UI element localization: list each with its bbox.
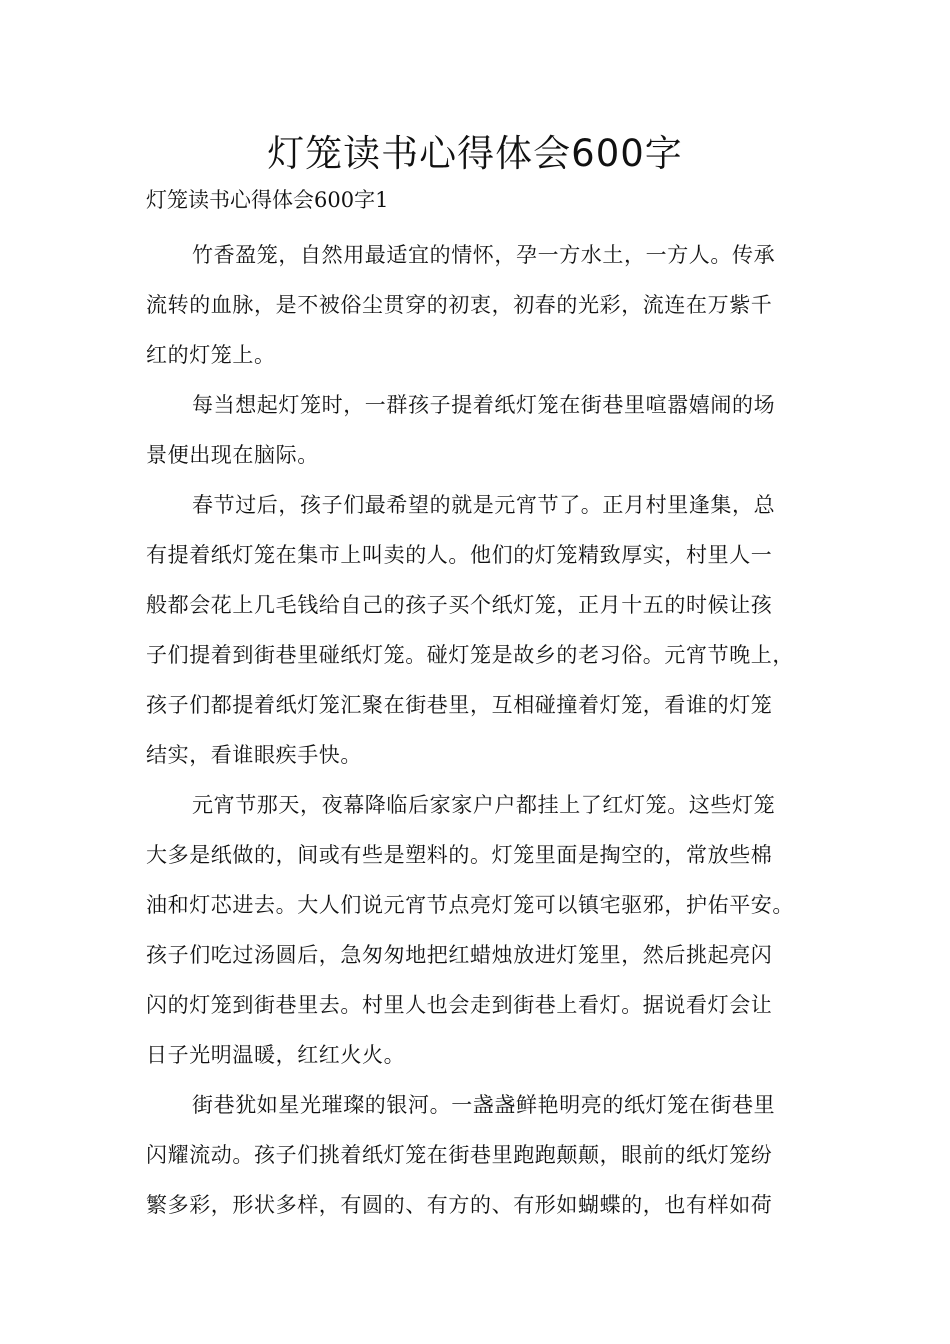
document-title: 灯笼读书心得体会600字 — [267, 132, 683, 175]
paragraph — [146, 480, 816, 780]
paragraph — [146, 1080, 816, 1230]
text-line: 元宵节那天，夜幕降临后家家户户都挂上了红灯笼。这些灯笼 — [192, 793, 776, 817]
paragraph — [146, 780, 816, 1080]
text-line: 闪的灯笼到街巷里去。村里人也会走到街巷上看灯。据说看灯会让 — [146, 993, 773, 1017]
text-line: 繁多彩，形状多样，有圆的、有方的、有形如蝴蝶的，也有样如荷 — [146, 1193, 773, 1217]
document-subtitle: 灯笼读书心得体会600字1 — [146, 188, 389, 212]
text-line: 子们提着到街巷里碰纸灯笼。碰灯笼是故乡的老习俗。元宵节晚上， — [146, 643, 794, 667]
text-line: 红的灯笼上。 — [146, 343, 276, 367]
text-line: 竹香盈笼，自然用最适宜的情怀，孕一方水土，一方人。传承 — [192, 243, 776, 267]
text-line: 般都会花上几毛钱给自己的孩子买个纸灯笼，正月十五的时候让孩 — [146, 593, 773, 617]
text-line: 结实，看谁眼疾手快。 — [146, 743, 362, 767]
text-line: 孩子们都提着纸灯笼汇聚在街巷里，互相碰撞着灯笼，看谁的灯笼 — [146, 693, 773, 717]
text-line: 日子光明温暖，红红火火。 — [146, 1043, 406, 1067]
text-line: 大多是纸做的，间或有些是塑料的。灯笼里面是掏空的，常放些棉 — [146, 843, 773, 867]
text-line: 孩子们吃过汤圆后，急匆匆地把红蜡烛放进灯笼里，然后挑起亮闪 — [146, 943, 773, 967]
text-line: 景便出现在脑际。 — [146, 443, 319, 467]
text-line: 油和灯芯进去。大人们说元宵节点亮灯笼可以镇宅驱邪，护佑平安。 — [146, 893, 794, 917]
text-line: 闪耀流动。孩子们挑着纸灯笼在街巷里跑跑颠颠，眼前的纸灯笼纷 — [146, 1143, 773, 1167]
text-line: 街巷犹如星光璀璨的银河。一盏盏鲜艳明亮的纸灯笼在街巷里 — [192, 1093, 776, 1117]
text-line: 每当想起灯笼时，一群孩子提着纸灯笼在街巷里喧嚣嬉闹的场 — [192, 393, 776, 417]
text-line: 有提着纸灯笼在集市上叫卖的人。他们的灯笼精致厚实，村里人一 — [146, 543, 773, 567]
text-line: 春节过后，孩子们最希望的就是元宵节了。正月村里逢集，总 — [192, 493, 776, 517]
paragraph — [146, 230, 816, 380]
text-line: 流转的血脉，是不被俗尘贯穿的初衷，初春的光彩，流连在万紫千 — [146, 293, 773, 317]
document-body — [146, 230, 816, 1230]
paragraph — [146, 380, 816, 480]
